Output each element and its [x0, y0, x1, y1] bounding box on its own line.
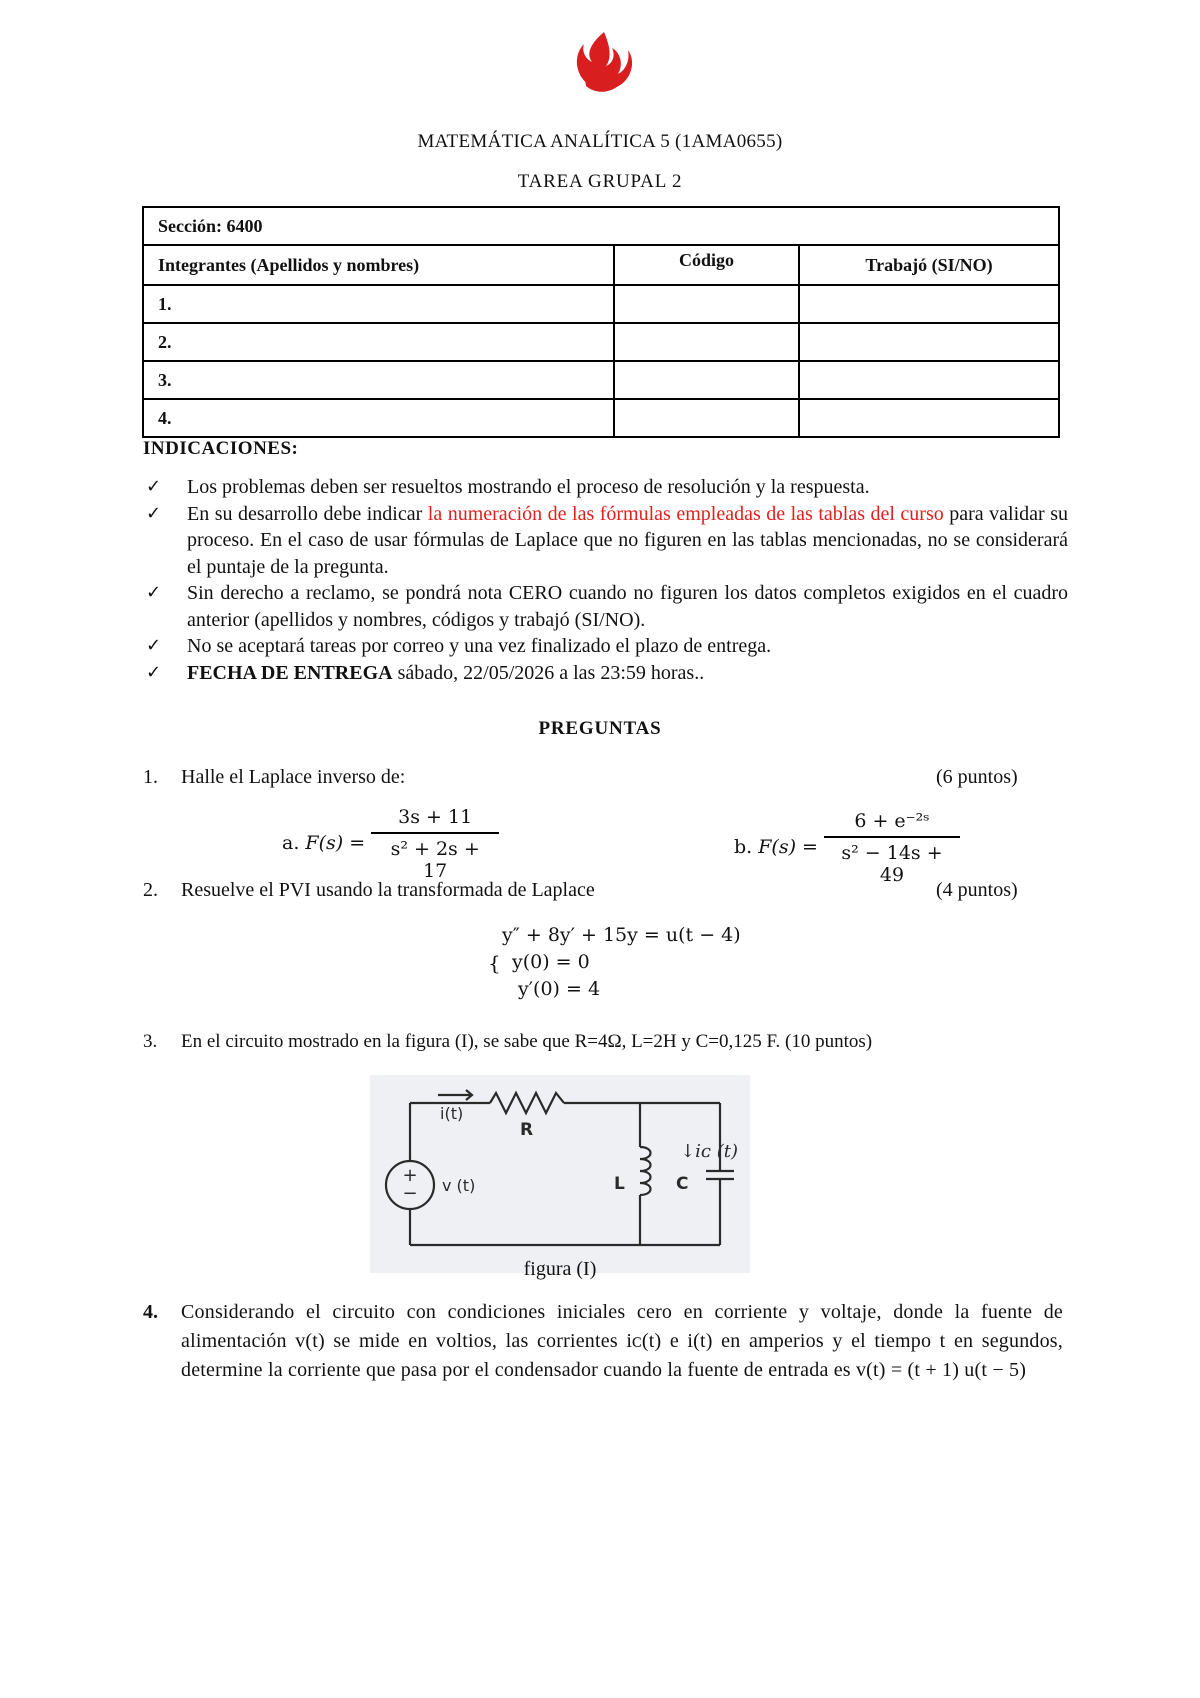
deadline-label: FECHA DE ENTREGA — [187, 661, 393, 684]
deadline-value: sábado, 22/05/2026 a las 23:59 horas.. — [392, 661, 705, 684]
rlc-circuit-figure — [370, 1075, 750, 1273]
inductor-label: L — [614, 1174, 625, 1194]
worked-header: Trabajó (SI/NO) — [799, 245, 1059, 285]
system-brace: { — [488, 951, 501, 975]
member-worked-cell[interactable] — [799, 361, 1059, 399]
current-label: i(t) — [440, 1104, 464, 1123]
list-item — [143, 501, 1068, 581]
member-worked-cell[interactable] — [799, 323, 1059, 361]
indication-text: Sin derecho a reclamo, se pondrá nota CERO cuando no figuren los datos completos exigidos en el cuadro anterior (apellidos y nombres, códigos y trabajó (SI/NO). — [187, 582, 1068, 631]
member-code-cell[interactable] — [614, 285, 799, 323]
question-number: 4. — [143, 1301, 158, 1323]
formula-b — [734, 810, 960, 886]
indication-highlight: la numeración de las fórmulas empleadas de las tablas del curso — [427, 502, 944, 525]
capacitor-current-label: ↓iᴄ (t) — [680, 1141, 738, 1162]
member-code-cell[interactable] — [614, 399, 799, 437]
formula-lhs: F(s) = — [758, 836, 818, 858]
table-header-row — [143, 245, 1059, 285]
table-row — [143, 361, 1059, 399]
check-icon: ✓ — [146, 476, 162, 497]
members-header: Integrantes (Apellidos y nombres) — [143, 245, 614, 285]
ivp-equation: y″ + 8y′ + 15y = u(t − 4) — [502, 924, 741, 946]
fraction-denominator: s² + 2s + 17 — [371, 832, 499, 882]
indication-text: para validar su proceso. En el caso de usar fórmulas de Laplace que no figuren en las tablas mencionadas, no se considerará el puntaje de la pregunta. — [187, 502, 1068, 578]
question-4 — [143, 1298, 1063, 1385]
formula-a — [282, 806, 499, 882]
figure-caption: figura (I) — [523, 1258, 597, 1280]
question-points: (6 puntos) — [936, 766, 1018, 788]
member-code-cell[interactable] — [614, 323, 799, 361]
svg-text:+: + — [402, 1165, 418, 1186]
fraction-numerator: 3s + 11 — [398, 806, 473, 828]
resistor-icon — [490, 1093, 564, 1113]
table-row — [143, 207, 1059, 245]
member-name-cell[interactable]: 1. — [143, 285, 614, 323]
question-number: 2. — [143, 879, 158, 901]
list-item — [143, 633, 1068, 660]
voltage-label: v (t) — [442, 1176, 476, 1195]
question-text: Halle el Laplace inverso de: — [181, 766, 406, 788]
check-icon: ✓ — [146, 582, 162, 603]
ivp-condition-2: y′(0) = 4 — [518, 978, 601, 1000]
question-points: (4 puntos) — [936, 879, 1018, 901]
fraction — [371, 806, 499, 882]
indications-list — [143, 474, 1068, 686]
questions-title: PREGUNTAS — [538, 718, 662, 739]
check-icon: ✓ — [146, 635, 162, 656]
code-header: Código — [614, 245, 799, 285]
member-worked-cell[interactable] — [799, 399, 1059, 437]
indications-title: INDICACIONES: — [143, 438, 299, 459]
question-text: Resuelve el PVI usando la transformada de Laplace — [181, 879, 595, 901]
question-text: Considerando el circuito con condiciones iniciales cero en corriente y voltaje, donde la fuente de alimentación v(t) se mide en voltios, las corrientes iᴄ(t) e i(t) en amperios y el tiempo t en segundos, determine la corriente que pasa por el condensador cuando la fuente de entrada es v(t) = (t + 1) u(t − 5) — [181, 1301, 1063, 1381]
question-number: 1. — [143, 766, 158, 788]
list-item — [143, 580, 1068, 633]
member-worked-cell[interactable] — [799, 285, 1059, 323]
indication-text: Los problemas deben ser resueltos mostrando el proceso de resolución y la respuesta. — [187, 476, 870, 498]
formula-lhs: F(s) = — [305, 832, 366, 854]
table-row — [143, 399, 1059, 437]
resistor-label: R — [520, 1120, 534, 1140]
course-title: MATEMÁTICA ANALÍTICA 5 (1AMA0655) — [417, 131, 783, 152]
indication-text: En su desarrollo debe indicar — [187, 502, 428, 525]
check-icon: ✓ — [146, 661, 162, 683]
list-item — [143, 474, 1068, 501]
member-name-cell[interactable]: 2. — [143, 323, 614, 361]
formula-label: a. — [282, 832, 300, 854]
fraction — [824, 810, 960, 886]
indication-text: No se aceptará tareas por correo y una vez finalizado el plazo de entrega. — [187, 635, 772, 657]
fraction-denominator: s² − 14s + 49 — [824, 836, 960, 886]
table-row — [143, 323, 1059, 361]
list-item — [143, 660, 1068, 687]
formula-label: b. — [734, 836, 753, 858]
fraction-numerator: 6 + e⁻²ˢ — [854, 810, 930, 832]
member-code-cell[interactable] — [614, 361, 799, 399]
check-icon: ✓ — [146, 502, 162, 524]
table-row — [143, 285, 1059, 323]
question-number: 3. — [143, 1031, 158, 1052]
ivp-condition-1: y(0) = 0 — [512, 951, 590, 973]
university-logo-icon — [572, 28, 636, 100]
inductor-icon — [640, 1147, 651, 1195]
section-cell: Sección: 6400 — [143, 207, 1059, 245]
members-table — [142, 206, 1060, 438]
assignment-title: TAREA GRUPAL 2 — [517, 171, 683, 192]
member-name-cell[interactable]: 4. — [143, 399, 614, 437]
capacitor-label: C — [676, 1174, 689, 1194]
svg-text:−: − — [402, 1183, 418, 1204]
member-name-cell[interactable]: 3. — [143, 361, 614, 399]
question-text: En el circuito mostrado en la figura (I), se sabe que R=4Ω, L=2H y C=0,125 F. (10 puntos) — [181, 1031, 873, 1052]
